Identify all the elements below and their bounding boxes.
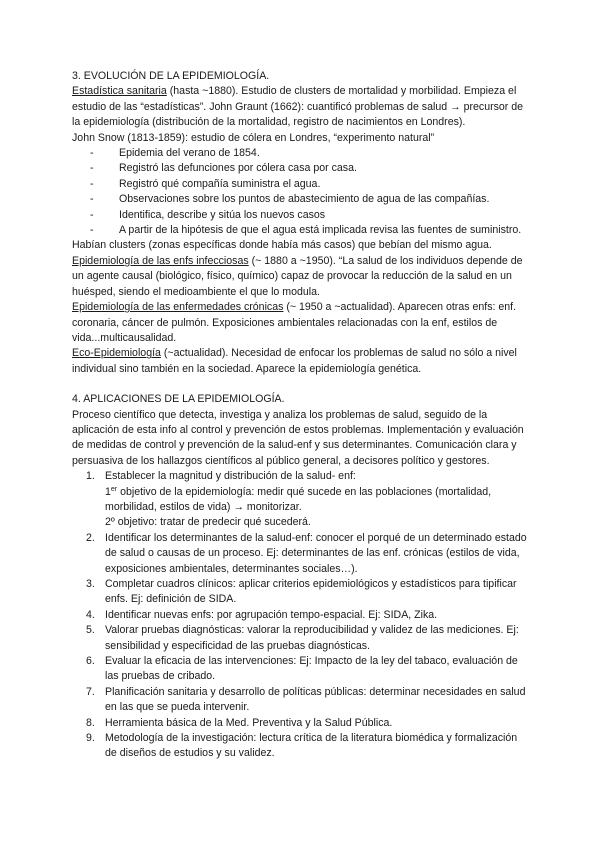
list-item: - Registró las defunciones por cólera casa por casa. — [72, 161, 528, 176]
first-objective: 1er objetivo de la epidemiología: medir qué sucede en las poblaciones (mortalidad, morbilidad, estilos de vida) → monitorizar. — [105, 485, 492, 513]
estadistica-sanitaria-paragraph — [72, 84, 528, 130]
item-number: 7. — [86, 685, 95, 698]
list-item — [72, 685, 528, 716]
infecciosas-text: (~ 1880 a ~1950). “La salud de los individuos depende de un agente causal (biológico, físico, químico) capaz de provocar la reducción de la salud en un huésped, siendo el medioambiente el que lo modula. — [72, 254, 523, 298]
infecciosas-paragraph — [72, 254, 528, 300]
list-item: - Identifica, describe y sitúa los nuevos casos — [72, 208, 528, 223]
item-text: Herramienta básica de la Med. Preventiva y la Salud Pública. — [105, 716, 393, 729]
list-item — [72, 654, 528, 685]
cronicas-text: (~ 1950 a ~actualidad). Aparecen otras enfs: enf. coronaria, cáncer de pulmón. Exposiciones ambientales relacionadas con la enf, estilos de vida...multicausalidad. — [72, 301, 517, 344]
item-text: Identificar los determinantes de la salud-enf: conocer el porqué de un determinado estado de salud o causas de un proceso. Ej: determinantes de las enf. crónicas (estilos de vida, exposiciones ambientales, determinantes sociales…). — [105, 531, 527, 575]
john-snow-line: John Snow (1813-1859): estudio de cólera en Londres, “experimento natural” — [72, 131, 435, 144]
term-eco-epidemiologia: Eco-Epidemiología — [72, 347, 161, 360]
section-spacer — [72, 377, 528, 392]
item-text: Completar cuadros clínicos: aplicar criterios epidemiológicos y estadísticos para tipificar enfs. Ej: definición de SIDA. — [105, 578, 517, 606]
document-page — [72, 69, 528, 762]
item-number: 9. — [86, 732, 95, 745]
term-enfermedades-cronicas: Epidemiología de las enfermedades crónicas — [72, 301, 284, 314]
list-item — [72, 623, 528, 654]
list-item — [72, 731, 528, 762]
list-item — [72, 469, 528, 531]
section-4-intro: Proceso científico que detecta, investiga y analiza los problemas de salud, seguido de la aplicación de esta info al control y prevención de estos problemas. Implementación y evaluación de medidas de control y prevención de la salud-enf y sus determinantes. Comunicación clara y persuasiva de los hallazgos científicos al público general, a decisores político y gestores. — [72, 408, 524, 467]
list-item: - Observaciones sobre los puntos de abastecimiento de agua de las compañías. — [72, 192, 528, 207]
list-item: - Registró qué compañía suministra el agua. — [72, 177, 528, 192]
list-item — [72, 716, 528, 731]
list-item — [72, 531, 528, 577]
item-number: 2. — [86, 531, 95, 544]
list-item — [72, 577, 528, 608]
snow-dash-list — [72, 146, 528, 238]
item-number: 8. — [86, 716, 95, 729]
item-text: Metodología de la investigación: lectura crítica de la literatura biomédica y formalización de diseños de estudios y su validez. — [105, 732, 518, 760]
eco-epidemiologia-text: (~actualidad). Necesidad de enfocar los problemas de salud no sólo a nivel individual sino también en la sociedad. Aparece la epidemiología genética. — [72, 347, 517, 375]
eco-epidemiologia-paragraph — [72, 346, 528, 377]
item-text: Identificar nuevas enfs: por agrupación tempo-espacial. Ej: SIDA, Zika. — [105, 608, 438, 621]
item-1-title: Establecer la magnitud y distribución de la salud- enf: — [105, 470, 356, 483]
item-number: 3. — [86, 578, 95, 590]
cronicas-paragraph — [72, 300, 528, 346]
list-item: - A partir de la hipótesis de que el agua está implicada revisa las fuentes de suministro. — [72, 223, 528, 238]
item-number: 6. — [86, 655, 95, 668]
item-number: 1. — [86, 470, 95, 483]
item-text: Valorar pruebas diagnósticas: valorar la reproducibilidad y validez de las mediciones. Ej: sensibilidad y especificidad de las pruebas diagnósticas. — [105, 624, 519, 652]
section-3-heading: 3. EVOLUCIÓN DE LA EPIDEMIOLOGÍA. — [72, 70, 270, 82]
list-item — [72, 608, 528, 623]
clusters-line: Habían clusters (zonas específicas donde había más casos) que bebían del mismo agua. — [72, 239, 492, 252]
estadistica-sanitaria-text: (hasta ~1880). Estudio de clusters de mortalidad y morbilidad. Empieza el estudio de las “estadísticas”. John Graunt (1662): cuantificó problemas de salud → precursor de la epidemiología (distribución de la mortalidad, registro de nacimientos en Londres). — [72, 85, 524, 129]
term-estadistica-sanitaria: Estadística sanitaria — [72, 85, 167, 98]
list-item: - Epidemia del verano de 1854. — [72, 146, 528, 161]
second-objective: 2º objetivo: tratar de predecir qué sucederá. — [105, 516, 311, 529]
term-enfs-infecciosas: Epidemiología de las enfs infecciosas — [72, 254, 249, 267]
item-text: Evaluar la eficacia de las intervenciones: Ej: Impacto de la ley del tabaco, evaluación de las pruebas de cribado. — [105, 655, 518, 683]
section-4-heading: 4. APLICACIONES DE LA EPIDEMIOLOGÍA. — [72, 393, 285, 406]
item-text: Planificación sanitaria y desarrollo de políticas públicas: determinar necesidades en salud en las que se pueda intervenir. — [105, 685, 526, 714]
applications-list — [72, 469, 528, 762]
item-number: 5. — [86, 624, 95, 637]
item-number: 4. — [86, 608, 95, 621]
